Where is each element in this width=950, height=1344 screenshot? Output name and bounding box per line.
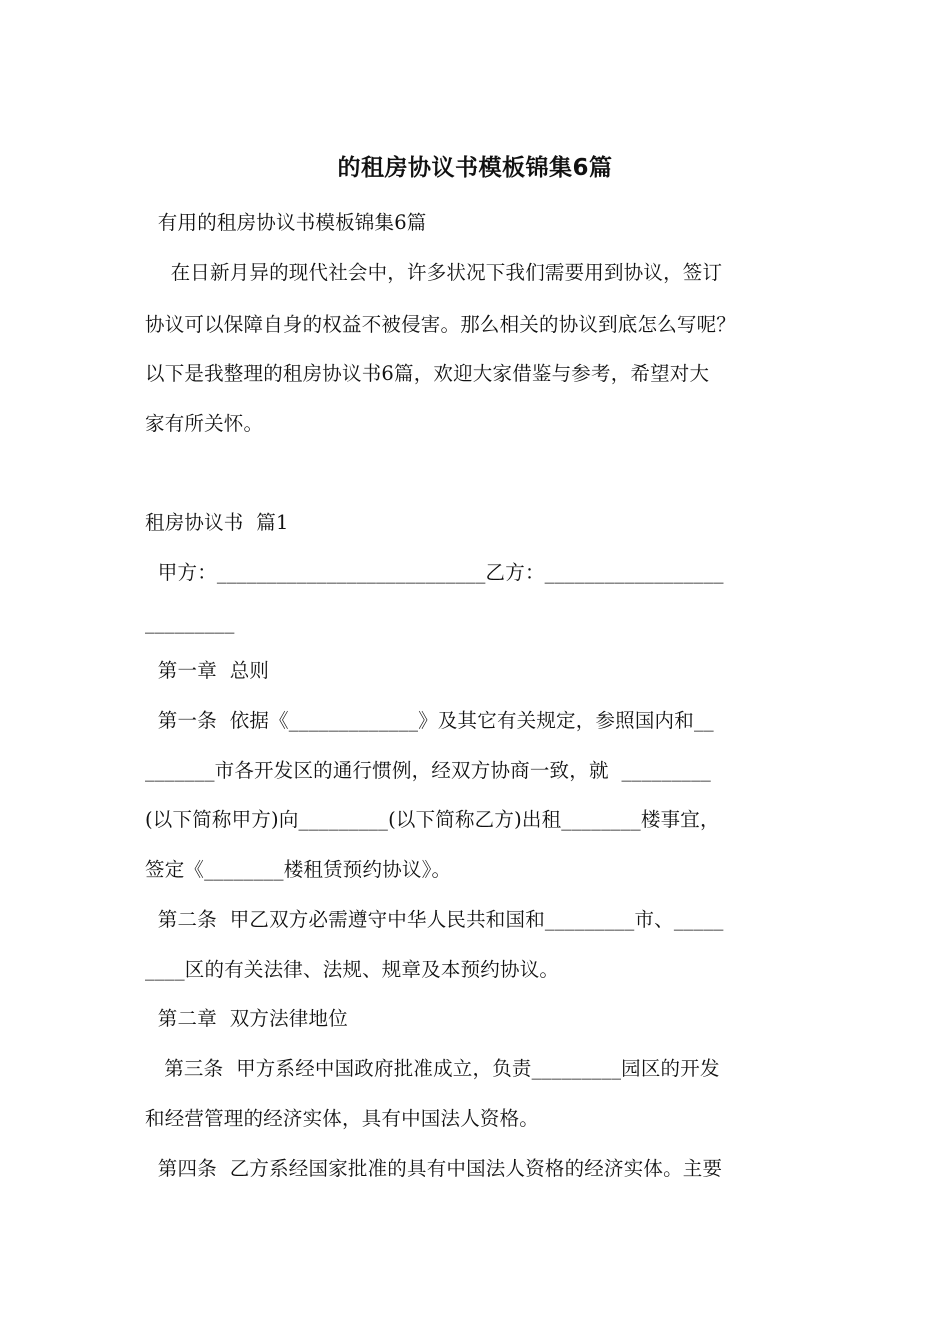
chapter-2-heading: 第二章 双方法律地位 <box>145 1007 348 1030</box>
intro-line-1: 在日新月异的现代社会中，许多状况下我们需要用到协议，签订 <box>145 261 723 284</box>
chapter-1-heading: 第一章 总则 <box>145 659 270 682</box>
article-2-line-1: 第二条 甲乙双方必需遵守中华人民共和国和_________市、_____ <box>145 908 724 931</box>
parties-line-cont: _________ <box>145 611 235 634</box>
article-2-line-2: ____区的有关法律、法规、规章及本预约协议。 <box>145 958 560 981</box>
parties-line: 甲方：___________________________乙方：__________________ <box>145 561 724 584</box>
article-1-line-2: _______市各开发区的通行惯例，经双方协商一致，就 _________ <box>145 759 711 782</box>
article-1-line-4: 签定《________楼租赁预约协议》。 <box>145 858 452 881</box>
article-1-line-1: 第一条 依据《_____________》及其它有关规定，参照国内和__ <box>145 709 714 732</box>
intro-line-3: 以下是我整理的租房协议书6篇，欢迎大家借鉴与参考，希望对大 <box>145 362 710 385</box>
subtitle-line: 有用的租房协议书模板锦集6篇 <box>145 211 427 234</box>
section-heading: 租房协议书 篇1 <box>145 511 289 534</box>
article-3-line-1: 第三条 甲方系经中国政府批准成立，负责_________园区的开发 <box>145 1057 720 1080</box>
article-1-line-3: (以下简称甲方)向_________(以下简称乙方)出租________楼事宜， <box>145 808 720 831</box>
article-3-line-2: 和经营管理的经济实体，具有中国法人资格。 <box>145 1107 540 1130</box>
article-4-line-1: 第四条 乙方系经国家批准的具有中国法人资格的经济实体。主要 <box>145 1157 723 1180</box>
intro-line-2: 协议可以保障自身的权益不被侵害。那么相关的协议到底怎么写呢？ <box>145 313 737 336</box>
intro-line-4: 家有所关怀。 <box>145 412 264 435</box>
document-title: 的租房协议书模板锦集6篇 <box>337 155 613 181</box>
